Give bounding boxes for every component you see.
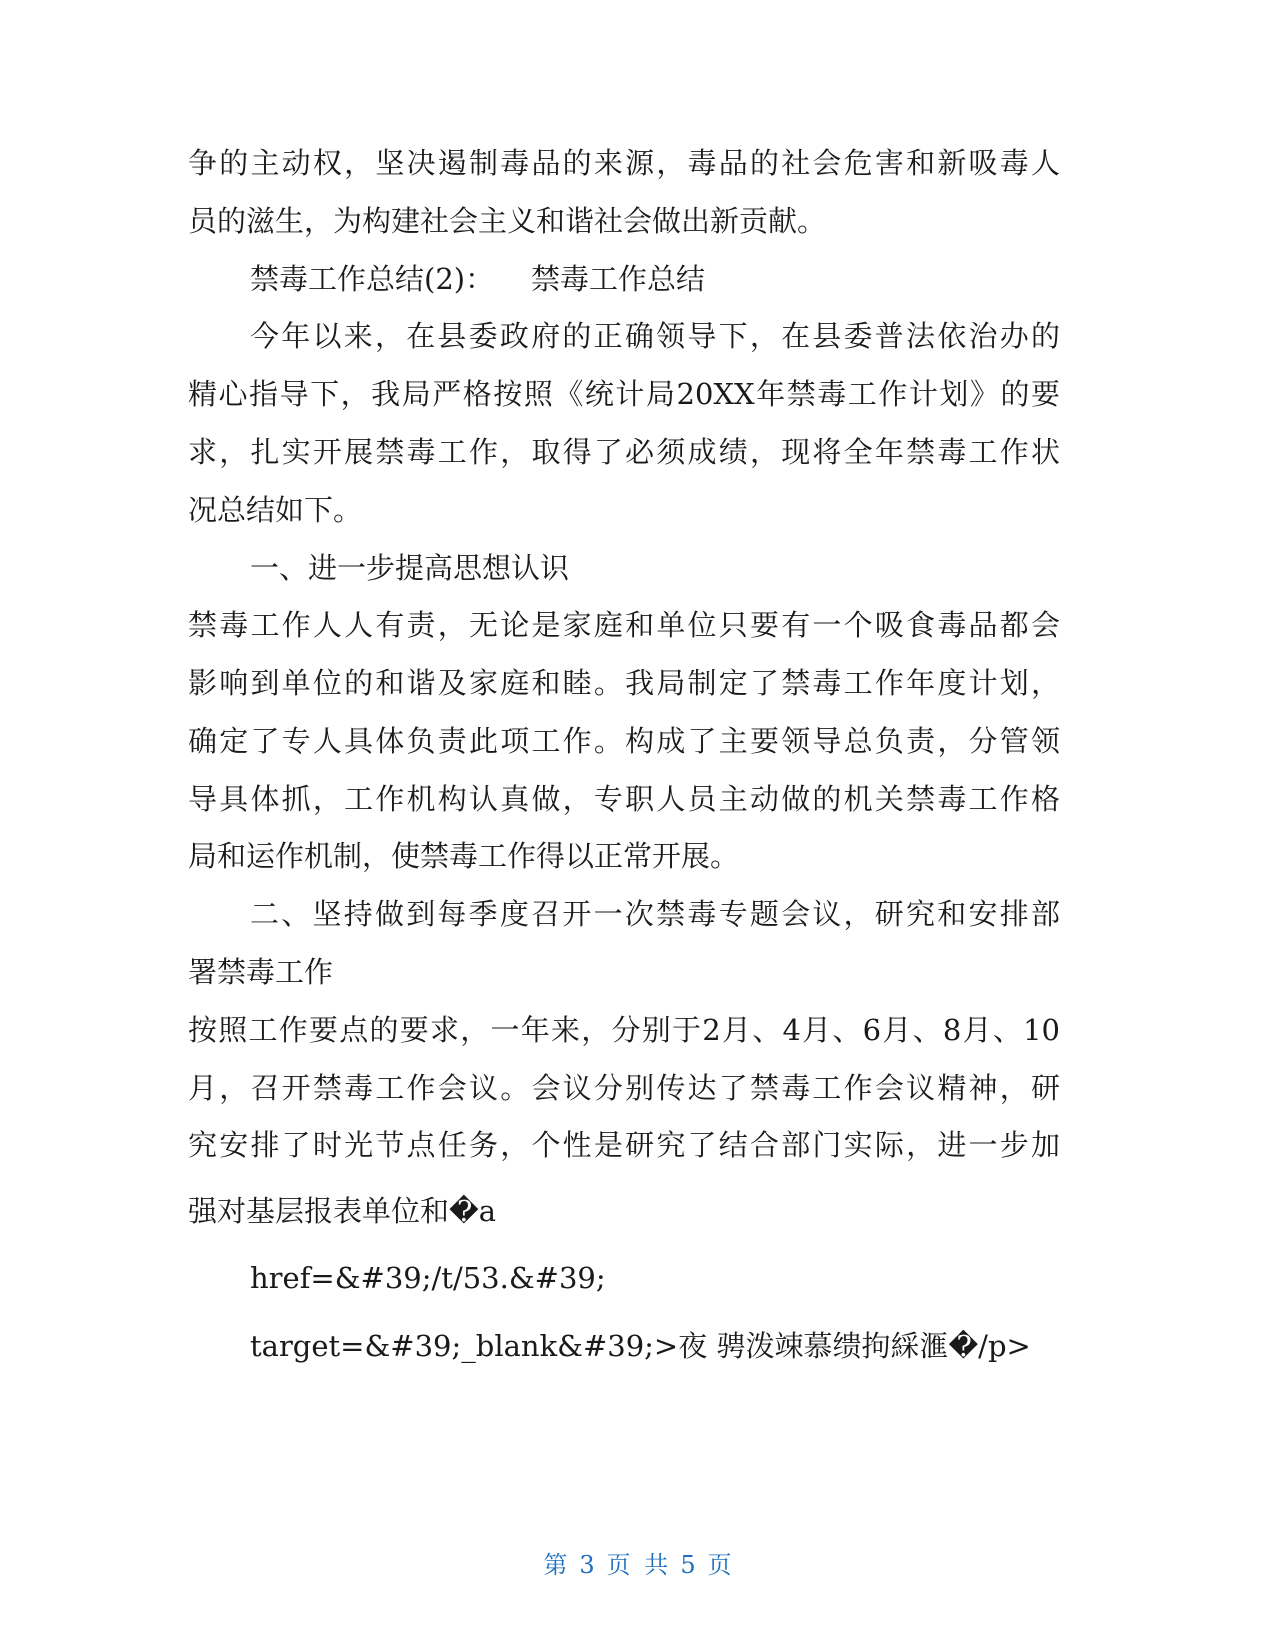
- paragraph-line: 按照工作要点的要求，一年来，分别于2月、4月、6月、8月、10: [188, 1013, 1060, 1047]
- page-label-mid: 页 共: [606, 1551, 669, 1579]
- garbled-markup-line: href=&#39;/t/53.&#39;: [250, 1261, 606, 1295]
- section-heading: 二、坚持做到每季度召开一次禁毒专题会议，研究和安排部: [250, 897, 1060, 931]
- paragraph-line: 员的滋生，为构建社会主义和谐社会做出新贡献。: [188, 204, 827, 238]
- paragraph-line: 影响到单位的和谐及家庭和睦。我局制定了禁毒工作年度计划，: [188, 666, 1060, 700]
- page-label-prefix: 第: [543, 1551, 568, 1579]
- paragraph-line: 确定了专人具体负责此项工作。构成了主要领导总负责，分管领: [188, 724, 1060, 758]
- paragraph-line: 究安排了时光节点任务，个性是研究了结合部门实际，进一步加: [188, 1128, 1060, 1162]
- paragraph-line: 精心指导下，我局严格按照《统计局20XX年禁毒工作计划》的要: [188, 377, 1060, 411]
- paragraph-line: 导具体抓，工作机构认真做，专职人员主动做的机关禁毒工作格: [188, 782, 1060, 816]
- paragraph-line: 争的主动权，坚决遏制毒品的来源，毒品的社会危害和新吸毒人: [188, 146, 1060, 180]
- paragraph-line: 局和运作机制，使禁毒工作得以正常开展。: [188, 839, 740, 873]
- section-heading: 一、进一步提高思想认识: [250, 551, 570, 585]
- paragraph-line: 强对基层报表单位和�a: [188, 1194, 497, 1228]
- paragraph-line: 今年以来，在县委政府的正确领导下，在县委普法依治办的: [250, 319, 1060, 353]
- page-current: 3: [579, 1551, 595, 1579]
- page-number-footer: [0, 1545, 1275, 1580]
- paragraph-line: 况总结如下。: [188, 493, 363, 527]
- paragraph-line: 求，扎实开展禁毒工作，取得了必须成绩，现将全年禁毒工作状: [188, 435, 1060, 469]
- paragraph-line: 禁毒工作人人有责，无论是家庭和单位只要有一个吸食毒品都会: [188, 608, 1060, 642]
- section-heading: 禁毒工作总结(2)： 禁毒工作总结: [250, 262, 705, 296]
- page-label-suffix: 页: [707, 1551, 732, 1579]
- paragraph-line: 月，召开禁毒工作会议。会议分别传达了禁毒工作会议精神，研: [188, 1071, 1060, 1105]
- garbled-markup-line: target=&#39;_blank&#39;>夜 骋泼竦慕缋拘綵滙�/p>: [250, 1329, 1031, 1363]
- page-total: 5: [680, 1551, 696, 1579]
- section-heading-continued: 署禁毒工作: [188, 955, 334, 989]
